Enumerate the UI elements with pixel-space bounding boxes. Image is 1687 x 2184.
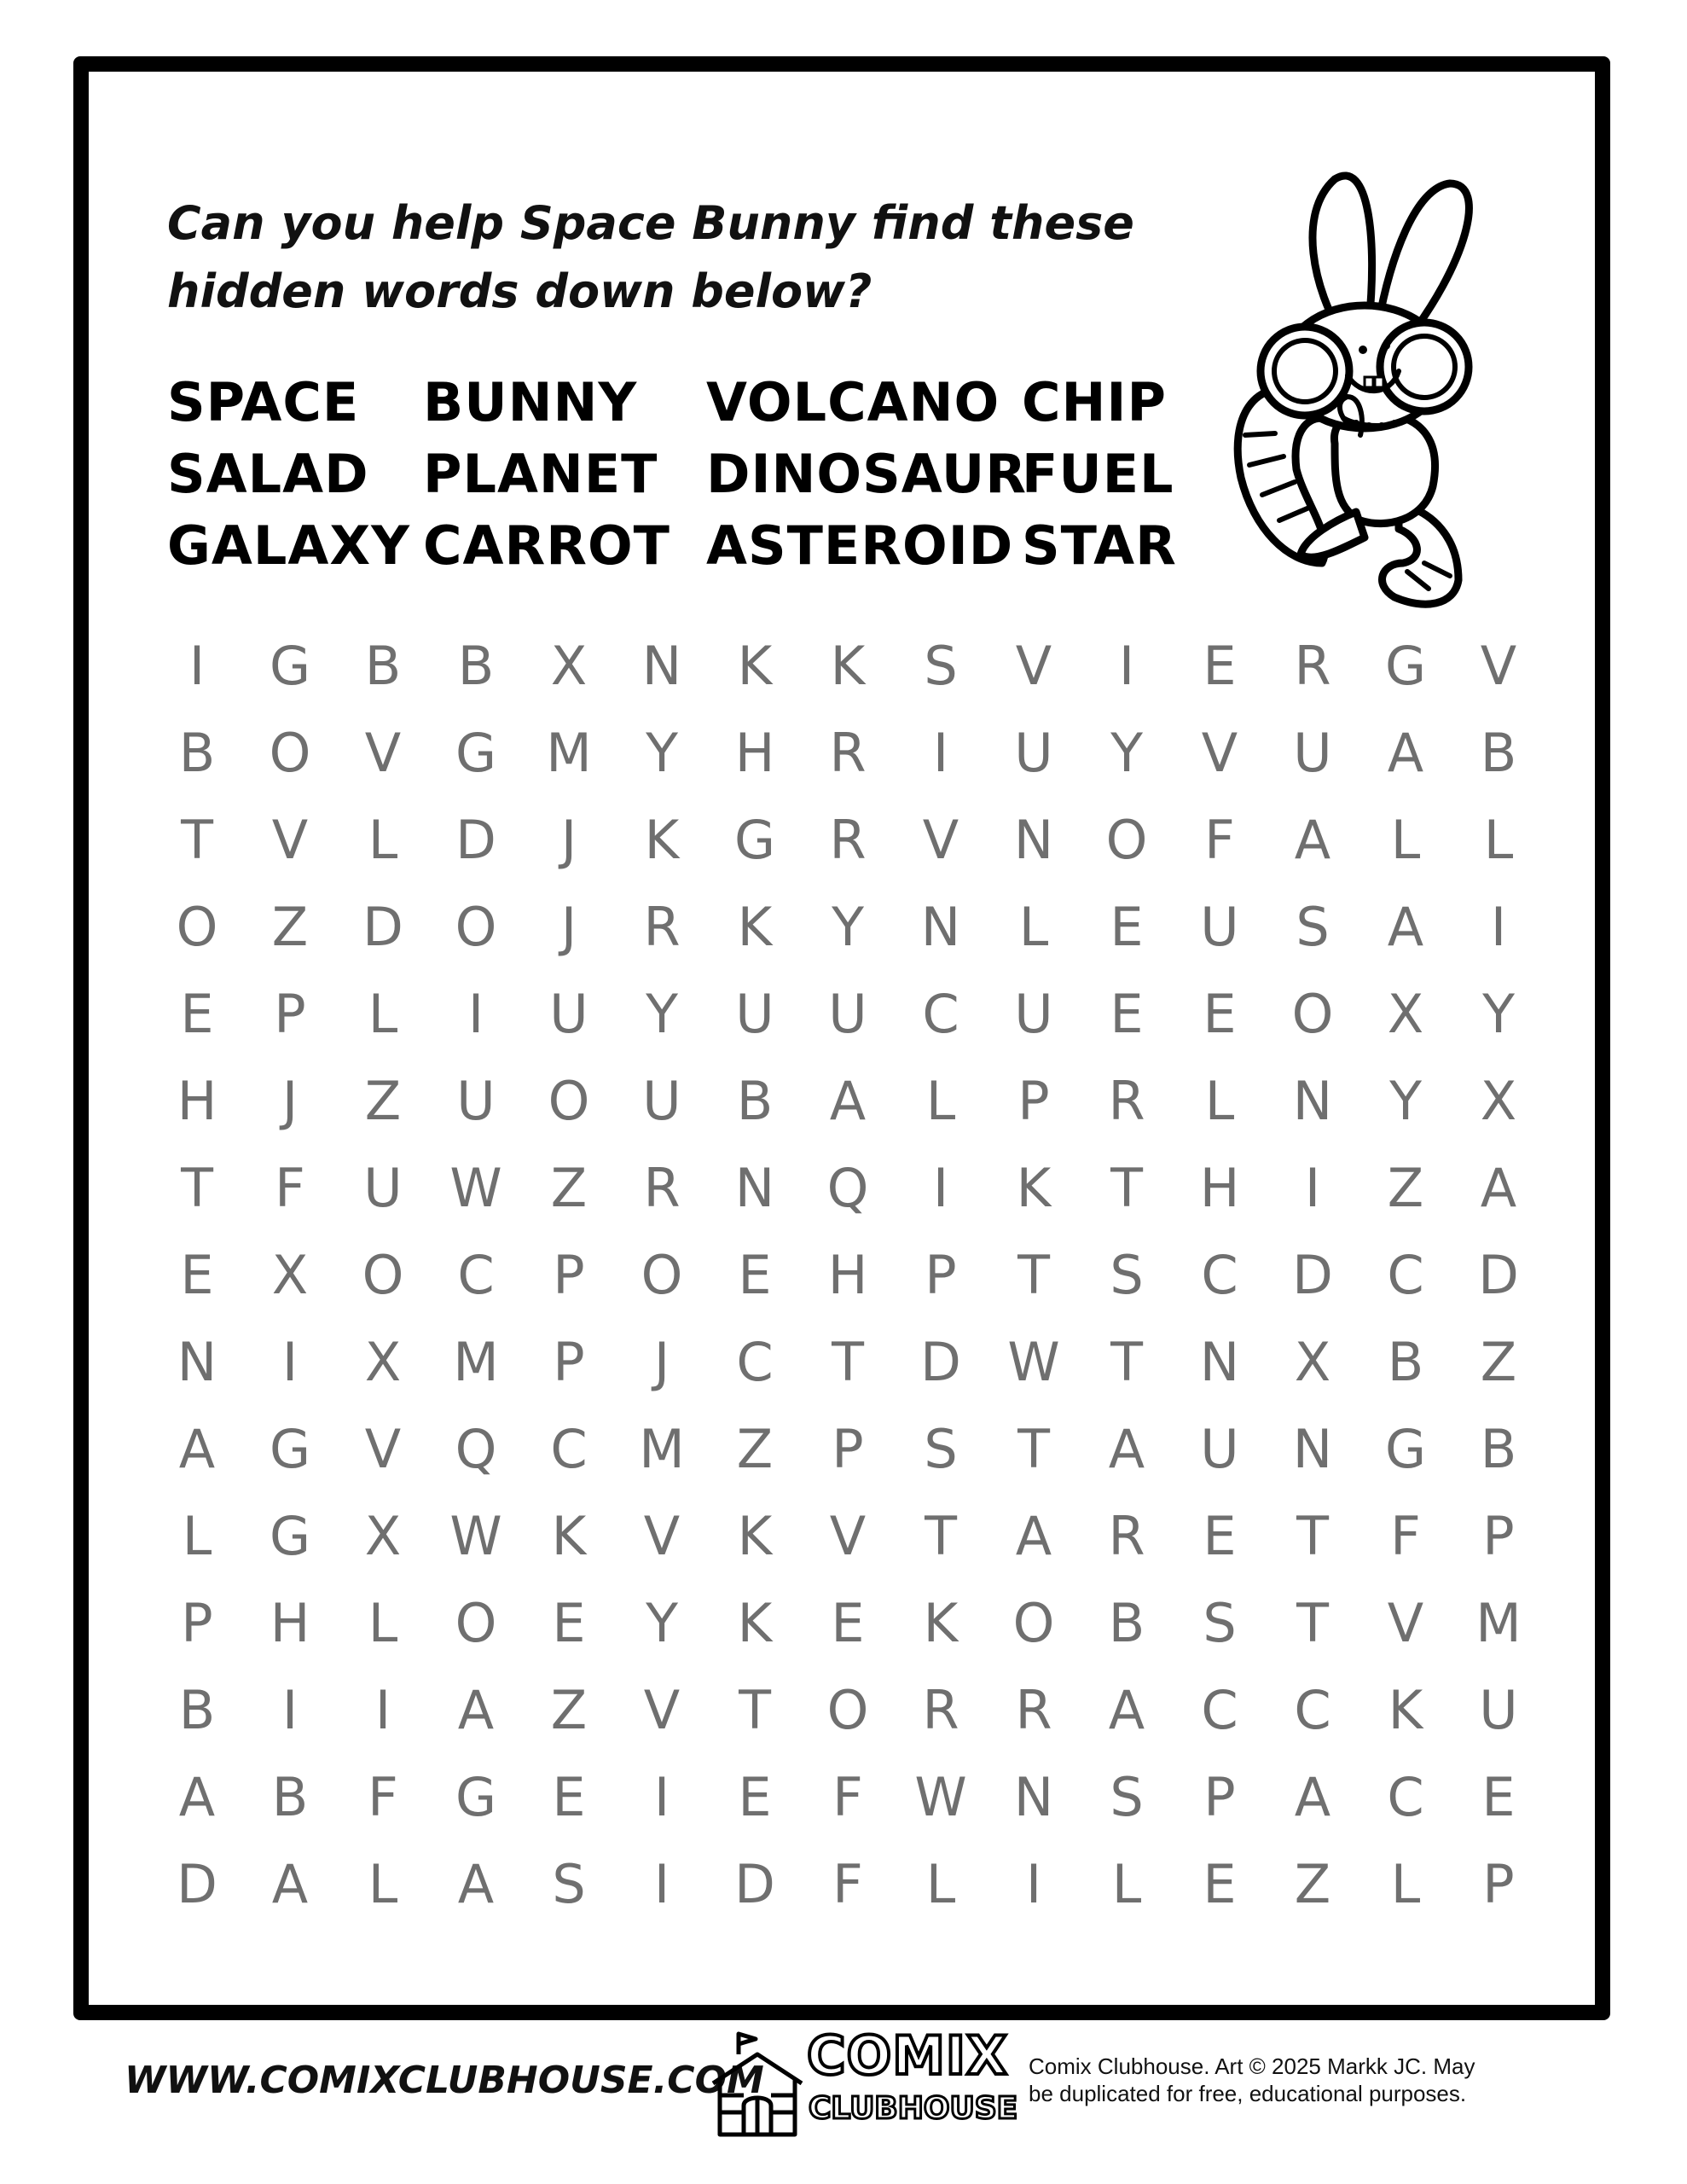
grid-letter[interactable]: K: [737, 1505, 773, 1567]
grid-letter[interactable]: B: [271, 1766, 309, 1828]
grid-letter[interactable]: V: [643, 1679, 681, 1741]
grid-letter[interactable]: Y: [646, 722, 678, 784]
grid-letter[interactable]: C: [550, 1418, 588, 1480]
grid-letter[interactable]: G: [455, 1766, 497, 1828]
grid-letter[interactable]: Y: [646, 1592, 678, 1654]
clubhouse-building-icon: [706, 2030, 809, 2141]
word-list-item: SALAD: [167, 443, 369, 505]
grid-letter[interactable]: V: [271, 809, 309, 871]
grid-letter[interactable]: V: [364, 722, 402, 784]
grid-letter[interactable]: X: [550, 635, 588, 697]
instructions: [167, 189, 1191, 326]
grid-letter[interactable]: K: [923, 1592, 959, 1654]
grid-letter[interactable]: P: [1203, 1766, 1236, 1828]
grid-letter[interactable]: A: [1387, 896, 1424, 958]
grid-letter[interactable]: B: [1480, 722, 1517, 784]
grid-letter[interactable]: D: [362, 896, 403, 958]
grid-letter[interactable]: D: [920, 1331, 961, 1393]
word-list-item: BUNNY: [423, 371, 638, 433]
grid-letter[interactable]: B: [178, 722, 216, 784]
grid-letter[interactable]: R: [1108, 1505, 1145, 1567]
grid-letter[interactable]: T: [181, 809, 213, 871]
word-list-item: CHIP: [1022, 371, 1167, 433]
grid-letter[interactable]: I: [467, 983, 484, 1045]
grid-letter[interactable]: U: [1200, 896, 1239, 958]
grid-letter[interactable]: B: [364, 635, 402, 697]
instructions-line-2: hidden words down below?: [167, 264, 872, 318]
grid-letter[interactable]: A: [1108, 1418, 1145, 1480]
grid-letter[interactable]: D: [455, 809, 496, 871]
grid-letter[interactable]: L: [925, 1070, 956, 1132]
grid-letter[interactable]: F: [368, 1766, 398, 1828]
grid-letter[interactable]: C: [1387, 1244, 1424, 1306]
grid-letter[interactable]: Y: [832, 896, 864, 958]
grid-letter[interactable]: A: [457, 1679, 495, 1741]
grid-letter[interactable]: H: [1199, 1157, 1240, 1219]
grid-letter[interactable]: E: [1110, 896, 1144, 958]
grid-letter[interactable]: Z: [550, 1157, 588, 1219]
grid-letter[interactable]: V: [1015, 635, 1052, 697]
grid-letter[interactable]: R: [1108, 1070, 1145, 1132]
grid-letter[interactable]: W: [449, 1505, 502, 1567]
grid-letter[interactable]: Z: [1387, 1157, 1424, 1219]
grid-letter[interactable]: E: [738, 1244, 772, 1306]
grid-letter[interactable]: I: [653, 1766, 670, 1828]
grid-letter[interactable]: I: [1025, 1853, 1042, 1915]
instructions-line-1: Can you help Space Bunny find these: [167, 196, 1134, 250]
grid-letter[interactable]: A: [1294, 809, 1331, 871]
grid-letter[interactable]: C: [1387, 1766, 1424, 1828]
grid-letter[interactable]: V: [829, 1505, 867, 1567]
grid-letter[interactable]: V: [364, 1418, 402, 1480]
logo-text-clubhouse: CLUBHOUSE: [809, 2091, 1018, 2126]
grid-letter[interactable]: E: [1110, 983, 1144, 1045]
grid-letter[interactable]: U: [735, 983, 774, 1045]
grid-letter[interactable]: F: [1204, 809, 1235, 871]
grid-letter[interactable]: G: [269, 1418, 311, 1480]
grid-letter[interactable]: I: [281, 1331, 299, 1393]
grid-letter[interactable]: R: [1015, 1679, 1052, 1741]
grid-letter[interactable]: P: [274, 983, 306, 1045]
grid-letter[interactable]: N: [1292, 1418, 1333, 1480]
grid-letter[interactable]: K: [737, 896, 773, 958]
grid-letter[interactable]: Y: [1389, 1070, 1422, 1132]
grid-letter[interactable]: O: [455, 896, 497, 958]
letter-grid: [150, 623, 1557, 1928]
grid-letter[interactable]: K: [644, 809, 680, 871]
grid-letter[interactable]: A: [1387, 722, 1424, 784]
grid-letter[interactable]: E: [1203, 1853, 1237, 1915]
grid-letter[interactable]: A: [1480, 1157, 1517, 1219]
grid-letter[interactable]: A: [829, 1070, 867, 1132]
grid-letter[interactable]: B: [1480, 1418, 1517, 1480]
grid-letter[interactable]: M: [639, 1418, 685, 1480]
grid-letter[interactable]: N: [1292, 1070, 1333, 1132]
grid-letter[interactable]: D: [177, 1853, 217, 1915]
grid-letter[interactable]: Z: [1294, 1853, 1331, 1915]
grid-letter[interactable]: R: [643, 1157, 681, 1219]
grid-letter[interactable]: J: [560, 896, 577, 958]
grid-letter[interactable]: P: [1017, 1070, 1050, 1132]
grid-letter[interactable]: T: [925, 1505, 957, 1567]
word-list-item: GALAXY: [167, 514, 411, 577]
grid-letter[interactable]: P: [925, 1244, 957, 1306]
grid-letter[interactable]: D: [734, 1853, 775, 1915]
grid-letter[interactable]: T: [1296, 1592, 1329, 1654]
grid-letter[interactable]: P: [181, 1592, 213, 1654]
grid-letter[interactable]: C: [736, 1331, 774, 1393]
grid-letter[interactable]: P: [1482, 1853, 1515, 1915]
grid-letter[interactable]: P: [1482, 1505, 1515, 1567]
grid-letter[interactable]: S: [1110, 1244, 1144, 1306]
grid-letter[interactable]: U: [828, 983, 867, 1045]
grid-letter[interactable]: S: [1110, 1766, 1144, 1828]
grid-letter[interactable]: U: [1200, 1418, 1239, 1480]
grid-letter[interactable]: L: [1483, 809, 1514, 871]
grid-letter[interactable]: C: [1201, 1244, 1238, 1306]
grid-letter[interactable]: U: [1479, 1679, 1518, 1741]
grid-letter[interactable]: S: [924, 635, 958, 697]
grid-letter[interactable]: B: [457, 635, 495, 697]
grid-letter[interactable]: F: [275, 1157, 305, 1219]
grid-letter[interactable]: O: [176, 896, 218, 958]
word-list: [167, 367, 1191, 589]
grid-letter[interactable]: D: [1478, 1244, 1519, 1306]
grid-letter[interactable]: J: [560, 809, 577, 871]
grid-letter[interactable]: L: [1018, 896, 1049, 958]
grid-letter[interactable]: O: [1105, 809, 1148, 871]
grid-letter[interactable]: E: [180, 1244, 214, 1306]
grid-letter[interactable]: E: [1203, 635, 1237, 697]
grid-letter[interactable]: I: [281, 1679, 299, 1741]
grid-letter[interactable]: S: [1296, 896, 1330, 958]
grid-letter[interactable]: L: [368, 809, 398, 871]
grid-letter[interactable]: U: [1293, 722, 1332, 784]
grid-letter[interactable]: R: [829, 722, 867, 784]
copyright-line-2: be duplicated for free, educational purposes.: [1029, 2081, 1467, 2106]
grid-letter[interactable]: U: [456, 1070, 496, 1132]
grid-letter[interactable]: N: [177, 1331, 217, 1393]
grid-letter[interactable]: R: [1294, 635, 1331, 697]
grid-letter[interactable]: E: [1481, 1766, 1516, 1828]
word-list-item: ASTEROID: [706, 514, 1014, 577]
grid-letter[interactable]: A: [1015, 1505, 1052, 1567]
grid-letter[interactable]: U: [549, 983, 588, 1045]
grid-letter[interactable]: T: [1017, 1418, 1050, 1480]
grid-letter[interactable]: A: [271, 1853, 309, 1915]
grid-letter[interactable]: G: [1384, 1418, 1427, 1480]
grid-letter[interactable]: V: [643, 1505, 681, 1567]
grid-letter[interactable]: E: [738, 1766, 772, 1828]
grid-letter[interactable]: L: [1390, 1853, 1421, 1915]
grid-letter[interactable]: N: [641, 635, 682, 697]
grid-letter[interactable]: X: [1480, 1070, 1517, 1132]
grid-letter[interactable]: E: [831, 1592, 865, 1654]
grid-letter[interactable]: L: [182, 1505, 212, 1567]
grid-letter[interactable]: M: [546, 722, 592, 784]
grid-letter[interactable]: N: [734, 1157, 775, 1219]
grid-letter[interactable]: G: [733, 809, 776, 871]
grid-letter[interactable]: M: [453, 1331, 499, 1393]
grid-letter[interactable]: V: [1480, 635, 1517, 697]
grid-letter[interactable]: L: [368, 1592, 398, 1654]
grid-letter[interactable]: P: [832, 1418, 864, 1480]
grid-letter[interactable]: B: [1108, 1592, 1145, 1654]
grid-letter[interactable]: S: [552, 1853, 586, 1915]
grid-letter[interactable]: J: [653, 1331, 670, 1393]
grid-letter[interactable]: X: [1294, 1331, 1331, 1393]
grid-letter[interactable]: H: [177, 1070, 217, 1132]
grid-letter[interactable]: N: [920, 896, 961, 958]
grid-letter[interactable]: I: [188, 635, 206, 697]
word-list-item: CARROT: [423, 514, 670, 577]
grid-letter[interactable]: E: [552, 1592, 586, 1654]
grid-letter[interactable]: S: [924, 1418, 958, 1480]
word-list-item: PLANET: [423, 443, 658, 505]
grid-letter[interactable]: O: [362, 1244, 404, 1306]
grid-letter[interactable]: K: [1016, 1157, 1052, 1219]
grid-letter[interactable]: N: [1013, 809, 1054, 871]
grid-letter[interactable]: E: [1203, 1505, 1237, 1567]
grid-letter[interactable]: Y: [646, 983, 678, 1045]
grid-letter[interactable]: I: [653, 1853, 670, 1915]
grid-letter[interactable]: P: [553, 1244, 585, 1306]
grid-letter[interactable]: A: [457, 1853, 495, 1915]
grid-letter[interactable]: C: [1201, 1679, 1238, 1741]
grid-letter[interactable]: K: [737, 1592, 773, 1654]
grid-letter[interactable]: Z: [271, 896, 309, 958]
grid-letter[interactable]: B: [736, 1070, 774, 1132]
space-bunny-illustration: [1194, 162, 1527, 623]
grid-letter[interactable]: Z: [364, 1070, 402, 1132]
grid-letter[interactable]: L: [925, 1853, 956, 1915]
grid-letter[interactable]: S: [1203, 1592, 1237, 1654]
grid-letter[interactable]: O: [548, 1070, 590, 1132]
grid-letter[interactable]: F: [832, 1766, 863, 1828]
word-list-item: STAR: [1022, 514, 1177, 577]
grid-letter[interactable]: C: [457, 1244, 495, 1306]
grid-letter[interactable]: B: [1387, 1331, 1424, 1393]
grid-letter[interactable]: Y: [1110, 722, 1143, 784]
grid-letter[interactable]: U: [1014, 722, 1053, 784]
grid-letter[interactable]: E: [180, 983, 214, 1045]
grid-letter[interactable]: W: [1007, 1331, 1060, 1393]
grid-letter[interactable]: R: [922, 1679, 959, 1741]
grid-letter[interactable]: V: [1201, 722, 1238, 784]
grid-letter[interactable]: Q: [826, 1157, 869, 1219]
copyright-notice: [1029, 2053, 1506, 2107]
grid-letter[interactable]: A: [1294, 1766, 1331, 1828]
grid-letter[interactable]: A: [1108, 1679, 1145, 1741]
grid-letter[interactable]: W: [914, 1766, 967, 1828]
grid-letter[interactable]: T: [1296, 1505, 1329, 1567]
grid-letter[interactable]: J: [281, 1070, 299, 1132]
grid-letter[interactable]: O: [641, 1244, 683, 1306]
grid-letter[interactable]: A: [178, 1766, 216, 1828]
grid-letter[interactable]: E: [552, 1766, 586, 1828]
word-list-item: DINOSAUR: [706, 443, 1027, 505]
grid-letter[interactable]: F: [1390, 1505, 1421, 1567]
word-list-item: SPACE: [167, 371, 360, 433]
grid-letter[interactable]: T: [1110, 1331, 1143, 1393]
grid-letter[interactable]: D: [1292, 1244, 1333, 1306]
word-list-item: VOLCANO: [706, 371, 1000, 433]
grid-letter[interactable]: H: [734, 722, 775, 784]
grid-letter[interactable]: I: [1118, 635, 1135, 697]
grid-letter[interactable]: K: [551, 1505, 587, 1567]
grid-letter[interactable]: A: [178, 1418, 216, 1480]
grid-letter[interactable]: Z: [736, 1418, 774, 1480]
grid-letter[interactable]: G: [269, 635, 311, 697]
word-list-item: FUEL: [1022, 443, 1174, 505]
grid-letter[interactable]: G: [455, 722, 497, 784]
grid-letter[interactable]: O: [1291, 983, 1334, 1045]
grid-letter[interactable]: Z: [1480, 1331, 1517, 1393]
grid-letter[interactable]: L: [368, 983, 398, 1045]
grid-letter[interactable]: L: [1390, 809, 1421, 871]
grid-letter[interactable]: H: [270, 1592, 310, 1654]
grid-letter[interactable]: X: [364, 1331, 402, 1393]
copyright-line-1: Comix Clubhouse. Art © 2025 Markk JC. May: [1029, 2053, 1475, 2079]
grid-letter[interactable]: T: [739, 1679, 771, 1741]
grid-letter[interactable]: K: [737, 635, 773, 697]
grid-letter[interactable]: M: [1475, 1592, 1522, 1654]
grid-letter[interactable]: T: [1110, 1157, 1143, 1219]
comix-clubhouse-logo: [706, 2022, 1018, 2150]
grid-letter[interactable]: W: [449, 1157, 502, 1219]
grid-letter[interactable]: B: [178, 1679, 216, 1741]
grid-letter[interactable]: U: [1014, 983, 1053, 1045]
grid-letter[interactable]: G: [269, 1505, 311, 1567]
logo-text-comix: COMIX: [807, 2024, 1008, 2087]
grid-letter[interactable]: Y: [1482, 983, 1515, 1045]
grid-letter[interactable]: O: [826, 1679, 869, 1741]
grid-letter[interactable]: R: [829, 809, 867, 871]
grid-letter[interactable]: T: [181, 1157, 213, 1219]
grid-letter[interactable]: V: [922, 809, 959, 871]
grid-letter[interactable]: K: [1388, 1679, 1423, 1741]
grid-letter[interactable]: L: [1204, 1070, 1235, 1132]
grid-letter[interactable]: F: [832, 1853, 863, 1915]
grid-letter[interactable]: N: [1199, 1331, 1240, 1393]
grid-letter[interactable]: U: [363, 1157, 403, 1219]
grid-letter[interactable]: X: [364, 1505, 402, 1567]
grid-letter[interactable]: I: [932, 1157, 949, 1219]
grid-letter[interactable]: L: [368, 1853, 398, 1915]
grid-letter[interactable]: I: [932, 722, 949, 784]
grid-letter[interactable]: G: [1384, 635, 1427, 697]
grid-letter[interactable]: P: [553, 1331, 585, 1393]
grid-letter[interactable]: O: [269, 722, 311, 784]
grid-letter[interactable]: O: [455, 1592, 497, 1654]
grid-letter[interactable]: H: [827, 1244, 868, 1306]
grid-letter[interactable]: V: [1387, 1592, 1424, 1654]
website-url[interactable]: WWW.COMIXCLUBHOUSE.COM: [125, 2059, 764, 2102]
grid-letter[interactable]: I: [1304, 1157, 1321, 1219]
grid-letter[interactable]: T: [832, 1331, 864, 1393]
grid-letter[interactable]: C: [922, 983, 959, 1045]
grid-letter[interactable]: Q: [455, 1418, 497, 1480]
grid-letter[interactable]: T: [1017, 1244, 1050, 1306]
grid-letter[interactable]: K: [830, 635, 866, 697]
grid-letter[interactable]: U: [642, 1070, 681, 1132]
grid-letter[interactable]: L: [1111, 1853, 1142, 1915]
grid-letter[interactable]: R: [643, 896, 681, 958]
grid-letter[interactable]: I: [374, 1679, 391, 1741]
grid-letter[interactable]: O: [1012, 1592, 1055, 1654]
grid-letter[interactable]: X: [271, 1244, 309, 1306]
grid-letter[interactable]: Z: [550, 1679, 588, 1741]
grid-letter[interactable]: C: [1294, 1679, 1331, 1741]
grid-letter[interactable]: I: [1490, 896, 1507, 958]
grid-letter[interactable]: X: [1387, 983, 1424, 1045]
grid-letter[interactable]: N: [1013, 1766, 1054, 1828]
grid-letter[interactable]: E: [1203, 983, 1237, 1045]
